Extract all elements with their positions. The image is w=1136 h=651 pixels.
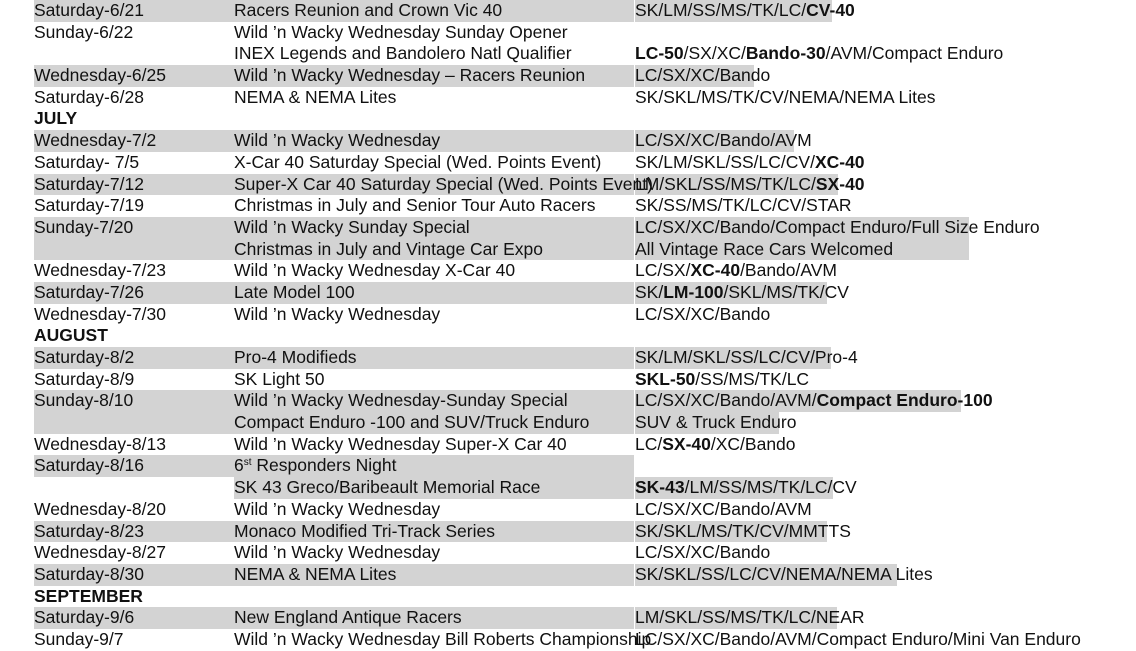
feature-class-segment: CV-40 [806, 0, 855, 20]
event-name [234, 499, 440, 521]
event-name-text: NEMA & NEMA Lites [234, 563, 397, 584]
event-name [234, 412, 589, 434]
event-name-text: SK 43 Greco/Baribeault Memorial Race [234, 477, 541, 498]
event-classes [635, 434, 796, 456]
class-segment: LC/SX/XC/Bando/AVM/ [635, 390, 817, 411]
event-date: Saturday-8/23 [34, 520, 144, 541]
event-name [234, 87, 396, 109]
event-name-text: Wild ’n Wacky Wednesday X-Car 40 [234, 260, 516, 281]
class-segment: /AVM/Compact Enduro [825, 43, 1004, 64]
event-date: Wednesday-6/25 [34, 65, 166, 86]
event-name [234, 239, 543, 261]
schedule-row [0, 0, 1136, 22]
class-segment: SK/LM/SKL/SS/LC/CV/ [635, 151, 815, 172]
schedule-row [0, 369, 1136, 391]
event-date: Sunday-7/20 [34, 216, 134, 237]
event-name [234, 455, 396, 477]
event-name-text: 6 [234, 455, 244, 476]
event-date: Saturday-7/26 [34, 281, 144, 302]
event-name-text: Wild ’n Wacky Wednesday – Racers Reunion [234, 65, 586, 86]
event-date: Sunday-6/22 [34, 21, 134, 42]
event-date: Wednesday-7/2 [34, 130, 157, 151]
class-segment: /SS/MS/TK/LC [695, 368, 810, 389]
event-name-text: Christmas in July and Senior Tour Auto Racers [234, 195, 596, 216]
event-date: Wednesday-8/27 [34, 542, 166, 563]
event-classes [635, 152, 865, 174]
event-date: Saturday-8/9 [34, 368, 135, 389]
event-classes [635, 542, 770, 564]
event-name-text: Wild ’n Wacky Sunday Special [234, 216, 470, 237]
event-date: Sunday-9/7 [34, 628, 124, 649]
event-date: Saturday-7/19 [34, 195, 144, 216]
schedule-row [0, 521, 1136, 543]
event-name [234, 174, 653, 196]
event-classes [635, 282, 849, 304]
class-segment: /XC/Bando [710, 433, 796, 454]
event-classes [635, 130, 812, 152]
schedule-row [0, 43, 1136, 65]
event-classes [635, 564, 933, 586]
feature-class-segment: LC-50 [635, 43, 684, 64]
class-segment: LC/SX/XC/Bando/AVM [635, 498, 812, 519]
event-name [234, 304, 440, 326]
event-name-superscript: st [243, 457, 252, 469]
feature-class-segment: SKL-50 [635, 368, 696, 389]
event-date: Wednesday-7/30 [34, 303, 166, 324]
row-shading [34, 239, 234, 261]
event-name [234, 65, 585, 87]
class-segment: SK/SS/MS/TK/LC/CV/STAR [635, 195, 852, 216]
event-name [234, 390, 568, 412]
event-name-text: NEMA & NEMA Lites [234, 86, 397, 107]
event-classes [635, 260, 837, 282]
class-segment: /SX/XC/ [683, 43, 746, 64]
class-segment: All Vintage Race Cars Welcomed [635, 238, 894, 259]
event-name [234, 217, 470, 239]
event-date: Saturday-6/21 [34, 0, 144, 20]
feature-class-segment: SK-43 [635, 477, 685, 498]
schedule-row [0, 390, 1136, 412]
event-classes [635, 239, 893, 261]
class-segment: LC/SX/XC/Bando [635, 542, 771, 563]
month-label: JULY [34, 108, 78, 129]
feature-class-segment: Bando-30 [745, 43, 826, 64]
month-header-row [0, 325, 1136, 347]
feature-class-segment: Compact Enduro-100 [816, 390, 993, 411]
class-segment: /Bando/AVM [740, 260, 838, 281]
class-segment: SK/SKL/MS/TK/CV/MMTTS [635, 520, 851, 541]
class-segment: SUV & Truck Enduro [635, 412, 797, 433]
event-date: Saturday-7/12 [34, 173, 144, 194]
event-classes [635, 521, 851, 543]
event-date: Sunday-8/10 [34, 390, 134, 411]
class-segment: LC/SX/XC/Bando/AVM [635, 130, 812, 151]
schedule-row [0, 130, 1136, 152]
event-date: Saturday-9/6 [34, 607, 135, 628]
schedule-row [0, 260, 1136, 282]
event-name-rest: Responders Night [251, 455, 397, 476]
class-segment: /LM/SS/MS/TK/LC/CV [684, 477, 857, 498]
event-name [234, 43, 572, 65]
event-classes [635, 174, 865, 196]
schedule-row [0, 499, 1136, 521]
event-classes [635, 304, 770, 326]
class-segment: LC/SX/XC/Bando [635, 303, 771, 324]
event-name [234, 195, 596, 217]
schedule-row [0, 542, 1136, 564]
event-name-text: Wild ’n Wacky Wednesday [234, 498, 441, 519]
class-segment: SK/ [635, 281, 664, 302]
schedule-row [0, 347, 1136, 369]
event-classes [635, 0, 855, 22]
event-name-text: Wild ’n Wacky Wednesday [234, 303, 441, 324]
event-name-text: INEX Legends and Bandolero Natl Qualifier [234, 43, 572, 64]
event-name [234, 347, 357, 369]
event-date: Saturday-6/28 [34, 86, 144, 107]
event-date: Wednesday-8/13 [34, 433, 166, 454]
event-name [234, 0, 502, 22]
feature-class-segment: SX-40 [815, 173, 865, 194]
event-name-text: Wild ’n Wacky Wednesday Super-X Car 40 [234, 433, 567, 454]
feature-class-segment: SX-40 [662, 433, 711, 454]
event-name-text: Wild ’n Wacky Wednesday-Sunday Special [234, 390, 568, 411]
class-segment: LC/SX/XC/Bando/AVM/Compact Enduro/Mini Van Enduro [635, 628, 1081, 649]
event-name [234, 152, 601, 174]
event-name [234, 22, 568, 44]
event-classes [635, 390, 993, 412]
event-classes [635, 65, 770, 87]
class-segment: SK/SKL/MS/TK/CV/NEMA/NEMA Lites [635, 86, 936, 107]
event-name [234, 369, 324, 391]
schedule-row [0, 412, 1136, 434]
event-name [234, 477, 540, 499]
event-name-text: Super-X Car 40 Saturday Special (Wed. Points Event) [234, 173, 653, 194]
event-classes [635, 477, 857, 499]
event-name [234, 130, 440, 152]
event-name-text: Christmas in July and Vintage Car Expo [234, 238, 543, 259]
month-header-row [0, 108, 1136, 130]
event-name [234, 282, 355, 304]
class-segment: SK/SKL/SS/LC/CV/NEMA/NEMA Lites [635, 563, 933, 584]
schedule-row [0, 455, 1136, 477]
schedule-row [0, 65, 1136, 87]
event-name-text: New England Antique Racers [234, 607, 462, 628]
schedule-row [0, 174, 1136, 196]
event-name-text: Pro-4 Modifieds [234, 347, 357, 367]
event-date: Saturday-8/16 [34, 455, 144, 476]
event-classes [635, 607, 865, 629]
event-classes [635, 87, 936, 109]
event-name-text: Wild ’n Wacky Wednesday Sunday Opener [234, 21, 568, 42]
event-date: Saturday-8/2 [34, 347, 135, 367]
event-date: Saturday- 7/5 [34, 151, 140, 172]
month-label: AUGUST [34, 325, 108, 346]
event-classes [635, 412, 796, 434]
event-name [234, 607, 462, 629]
event-name-text: Racers Reunion and Crown Vic 40 [234, 0, 503, 20]
schedule-row [0, 607, 1136, 629]
class-segment: LM/SKL/SS/MS/TK/LC/NEAR [635, 607, 865, 628]
month-header-row [0, 586, 1136, 608]
event-name [234, 434, 567, 456]
event-name-text: Late Model 100 [234, 281, 355, 302]
event-name [234, 542, 440, 564]
class-segment: LC/SX/XC/Bando/Compact Enduro/Full Size Enduro [635, 216, 1040, 237]
event-name-text: Monaco Modified Tri-Track Series [234, 520, 495, 541]
class-segment: LC/SX/XC/Bando [635, 65, 771, 86]
schedule-row [0, 282, 1136, 304]
event-date: Wednesday-8/20 [34, 498, 166, 519]
schedule-row [0, 152, 1136, 174]
event-classes [635, 499, 812, 521]
feature-class-segment: XC-40 [814, 151, 865, 172]
event-name [234, 521, 495, 543]
class-segment: /SKL/MS/TK/CV [723, 281, 849, 302]
event-name-text: Wild ’n Wacky Wednesday [234, 130, 441, 151]
event-name-text: X-Car 40 Saturday Special (Wed. Points Event) [234, 151, 602, 172]
event-classes [635, 369, 809, 391]
schedule-row [0, 434, 1136, 456]
event-name-text: Compact Enduro -100 and SUV/Truck Enduro [234, 412, 590, 433]
schedule-row [0, 22, 1136, 44]
schedule-row [0, 239, 1136, 261]
event-classes [635, 195, 852, 217]
schedule-row [0, 477, 1136, 499]
schedule-row [0, 217, 1136, 239]
schedule-row [0, 304, 1136, 326]
event-classes [635, 43, 1003, 65]
event-classes [635, 217, 1040, 239]
event-date: Wednesday-7/23 [34, 260, 166, 281]
schedule-row [0, 87, 1136, 109]
event-date: Saturday-8/30 [34, 563, 144, 584]
class-segment: SK/LM/SKL/SS/LC/CV/Pro-4 [635, 347, 858, 367]
class-segment: LC/ [635, 433, 663, 454]
event-name-text: SK Light 50 [234, 368, 325, 389]
schedule-row [0, 564, 1136, 586]
event-name-text: Wild ’n Wacky Wednesday Bill Roberts Championship [234, 628, 652, 649]
event-classes [635, 347, 858, 369]
class-segment: SK/LM/SS/MS/TK/LC/ [635, 0, 807, 20]
month-label: SEPTEMBER [34, 585, 143, 606]
feature-class-segment: XC-40 [690, 260, 741, 281]
schedule-row [0, 195, 1136, 217]
row-shading [34, 412, 234, 434]
event-name-text: Wild ’n Wacky Wednesday [234, 542, 441, 563]
class-segment: LC/SX/ [635, 260, 691, 281]
feature-class-segment: LM-100 [663, 281, 724, 302]
event-name [234, 260, 515, 282]
class-segment: LM/SKL/SS/MS/TK/LC/ [635, 173, 816, 194]
event-name [234, 564, 396, 586]
